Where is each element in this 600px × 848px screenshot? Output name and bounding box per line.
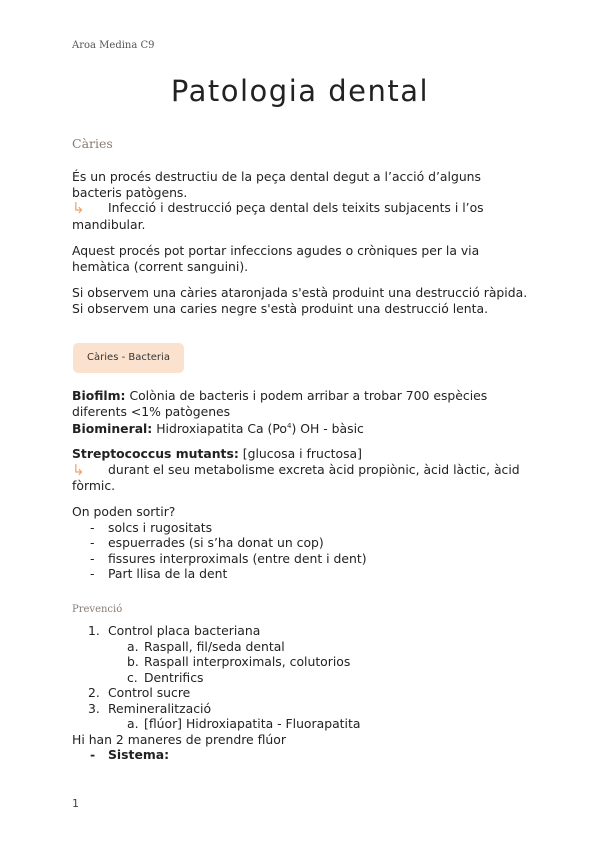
biofilm-block [72, 388, 532, 437]
list-item: - solcs i rugositats [72, 520, 532, 536]
biomineral-text-end: ) OH - bàsic [291, 421, 364, 437]
caries-black-text: Si observem una caries negre s'està produint una destrucció lenta. [72, 300, 489, 316]
list-marker: b. [127, 654, 139, 669]
list-item: - espuerrades (si s’ha donat un cop) [72, 535, 532, 551]
list-item-label: Control placa bacteriana [108, 623, 261, 638]
list-item [72, 639, 532, 655]
streptococcus-text: [glucosa i fructosa] [238, 446, 362, 461]
prevencio-list-block [72, 623, 532, 763]
list-item [72, 623, 532, 639]
list-item [72, 685, 532, 701]
where-block [72, 504, 532, 582]
biomineral-label: Biomineral: [72, 421, 153, 437]
page-number: 1 [72, 797, 79, 810]
biofilm-label: Biofilm: [72, 388, 126, 403]
prevencio-list-cont [72, 685, 532, 716]
author-header: Aroa Medina C9 [72, 40, 155, 51]
page-title: Patologia dental [170, 74, 430, 108]
prevencio-sublist-2 [72, 716, 532, 732]
where-list [72, 520, 532, 582]
list-marker: c. [127, 669, 138, 685]
section-heading-prevencio: Prevenció [72, 604, 123, 615]
list-item: - fissures interproximals (entre dent i dent) [72, 551, 532, 567]
list-item-label: [flúor] Hidroxiapatita - Fluorapatita [144, 716, 361, 731]
list-item-label: Raspall, fil/seda dental [144, 638, 285, 654]
list-item-label: Dentrifics [144, 669, 204, 685]
caries-transmission-text: Aquest procés pot portar infeccions agudes o cròniques per la via hemàtica (corrent sanguini). [72, 243, 480, 274]
caries-orange-text: Si observem una càries ataronjada s'està produint una destrucció ràpida. [72, 285, 528, 300]
list-marker: a. [127, 638, 139, 654]
list-item [72, 670, 532, 686]
caries-paragraph-2 [72, 243, 532, 274]
list-marker: 1. [88, 623, 100, 638]
caries-definition: És un procés destructiu de la peça dental degut a l’acció d’alguns bacteris patògens. [72, 169, 481, 200]
list-marker: a. [127, 716, 139, 731]
list-item-label: Remineralització [108, 700, 212, 716]
list-marker: 3. [88, 700, 100, 716]
biomineral-superscript: 4 [287, 422, 292, 430]
biofilm-text: Colònia de bacteris i podem arribar a trobar 700 espècies diferents <1% patògenes [72, 388, 488, 419]
list-item: - Sistema: [72, 747, 532, 763]
section-heading-caries: Càries [72, 136, 113, 151]
streptococcus-block [72, 446, 532, 494]
caries-paragraph-3 [72, 285, 532, 316]
list-item-label: Raspall interproximals, colutorios [144, 654, 351, 669]
arrow-icon: ↳ [72, 460, 85, 479]
fluor-list [72, 747, 532, 763]
where-question: On poden sortir? [72, 504, 176, 519]
streptococcus-label: Streptococcus mutants: [72, 446, 239, 461]
caries-intro [72, 169, 532, 232]
fluor-intro: Hi han 2 maneres de prendre flúor [72, 731, 286, 747]
list-marker: 2. [88, 685, 100, 700]
list-item [72, 701, 532, 717]
prevencio-sublist [72, 639, 532, 686]
caries-bacteria-badge: Càries - Bacteria [73, 343, 184, 373]
list-item: - Part llisa de la dent [72, 566, 532, 582]
caries-infection-text: Infecció i destrucció peça dental dels teixits subjacents i l’os mandibular. [72, 200, 484, 232]
arrow-icon: ↳ [72, 199, 85, 217]
list-item-label: Control sucre [108, 685, 191, 700]
biomineral-text: Hidroxiapatita Ca (Po [152, 421, 287, 437]
list-item [72, 716, 532, 732]
prevencio-list [72, 623, 532, 639]
streptococcus-metabolism-text: durant el seu metabolisme excreta àcid propiònic, àcid làctic, àcid fòrmic. [72, 461, 520, 493]
list-item [72, 654, 532, 670]
